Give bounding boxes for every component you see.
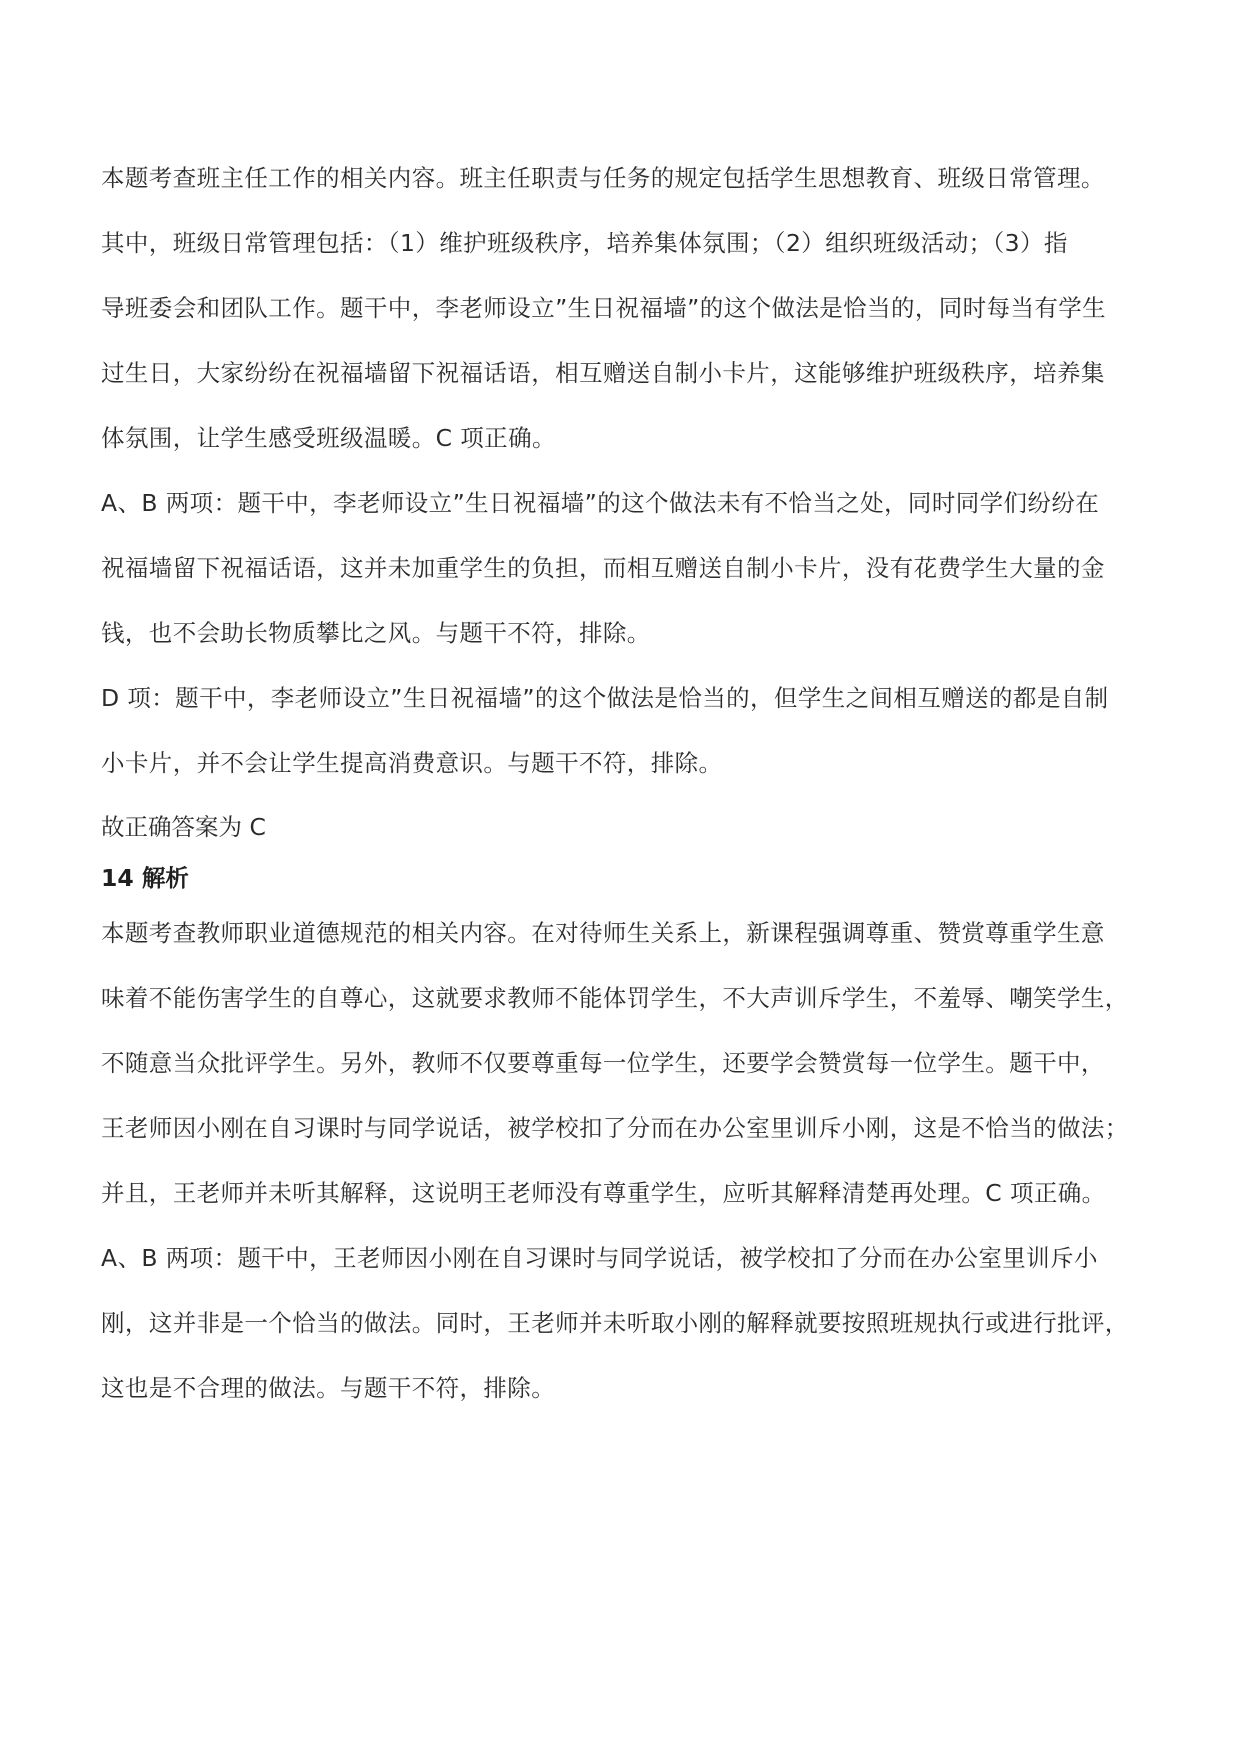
paragraph-line: A、B 两项：题干中，王老师因小刚在自习课时与同学说话，被学校扣了分而在办公室里训斥小 — [101, 1244, 1098, 1272]
paragraph-line: 不随意当众批评学生。另外，教师不仅要尊重每一位学生，还要学会赞赏每一位学生。题干中， — [101, 1049, 1105, 1077]
q13-explanation-paragraph — [101, 156, 1181, 481]
paragraph-line: D 项：题干中，李老师设立”生日祝福墙”的这个做法是恰当的，但学生之间相互赠送的都是自制 — [101, 684, 1109, 712]
paragraph-line: 过生日，大家纷纷在祝福墙留下祝福话语，相互赠送自制小卡片，这能够维护班级秩序，培养集 — [101, 359, 1105, 387]
paragraph-line: 这也是不合理的做法。与题干不符，排除。 — [101, 1374, 556, 1402]
paragraph-line: 祝福墙留下祝福话语，这并未加重学生的负担，而相互赠送自制小卡片，没有花费学生大量的金 — [101, 554, 1105, 582]
paragraph-line: 钱，也不会助长物质攀比之风。与题干不符，排除。 — [101, 619, 651, 647]
paragraph-line: 小卡片，并不会让学生提高消费意识。与题干不符，排除。 — [101, 749, 723, 777]
paragraph-line: 刚，这并非是一个恰当的做法。同时，王老师并未听取小刚的解释就要按照班规执行或进行批评， — [101, 1309, 1129, 1337]
paragraph-line: 本题考查班主任工作的相关内容。班主任职责与任务的规定包括学生思想教育、班级日常管理。 — [101, 164, 1105, 192]
paragraph-line: 味着不能伤害学生的自尊心，这就要求教师不能体罚学生，不大声训斥学生，不羞辱、嘲笑学生， — [101, 984, 1129, 1012]
paragraph-line: A、B 两项：题干中，李老师设立”生日祝福墙”的这个做法未有不恰当之处，同时同学们纷纷在 — [101, 489, 1100, 517]
q13-option-d-paragraph — [101, 676, 1181, 806]
paragraph-line: 导班委会和团队工作。题干中，李老师设立”生日祝福墙”的这个做法是恰当的，同时每当有学生 — [101, 294, 1107, 322]
q14-heading: 14 解析 — [101, 864, 189, 892]
paragraph-line: 体氛围，让学生感受班级温暖。C 项正确。 — [101, 424, 556, 452]
q13-option-ab-paragraph — [101, 481, 1181, 676]
q13-answer: 故正确答案为 C — [101, 813, 266, 841]
paragraph-line: 王老师因小刚在自习课时与同学说话，被学校扣了分而在办公室里训斥小刚，这是不恰当的做法； — [101, 1114, 1129, 1142]
paragraph-line: 并且，王老师并未听其解释，这说明王老师没有尊重学生，应听其解释清楚再处理。C 项正确。 — [101, 1179, 1106, 1207]
document-body — [101, 156, 1181, 1430]
q14-option-ab-paragraph — [101, 1236, 1181, 1430]
paragraph-line: 其中，班级日常管理包括：（1）维护班级秩序，培养集体氛围；（2）组织班级活动；（3）指 — [101, 229, 1068, 257]
q14-explanation-paragraph — [101, 911, 1181, 1236]
paragraph-line: 本题考查教师职业道德规范的相关内容。在对待师生关系上，新课程强调尊重、赞赏尊重学生意 — [101, 919, 1105, 947]
